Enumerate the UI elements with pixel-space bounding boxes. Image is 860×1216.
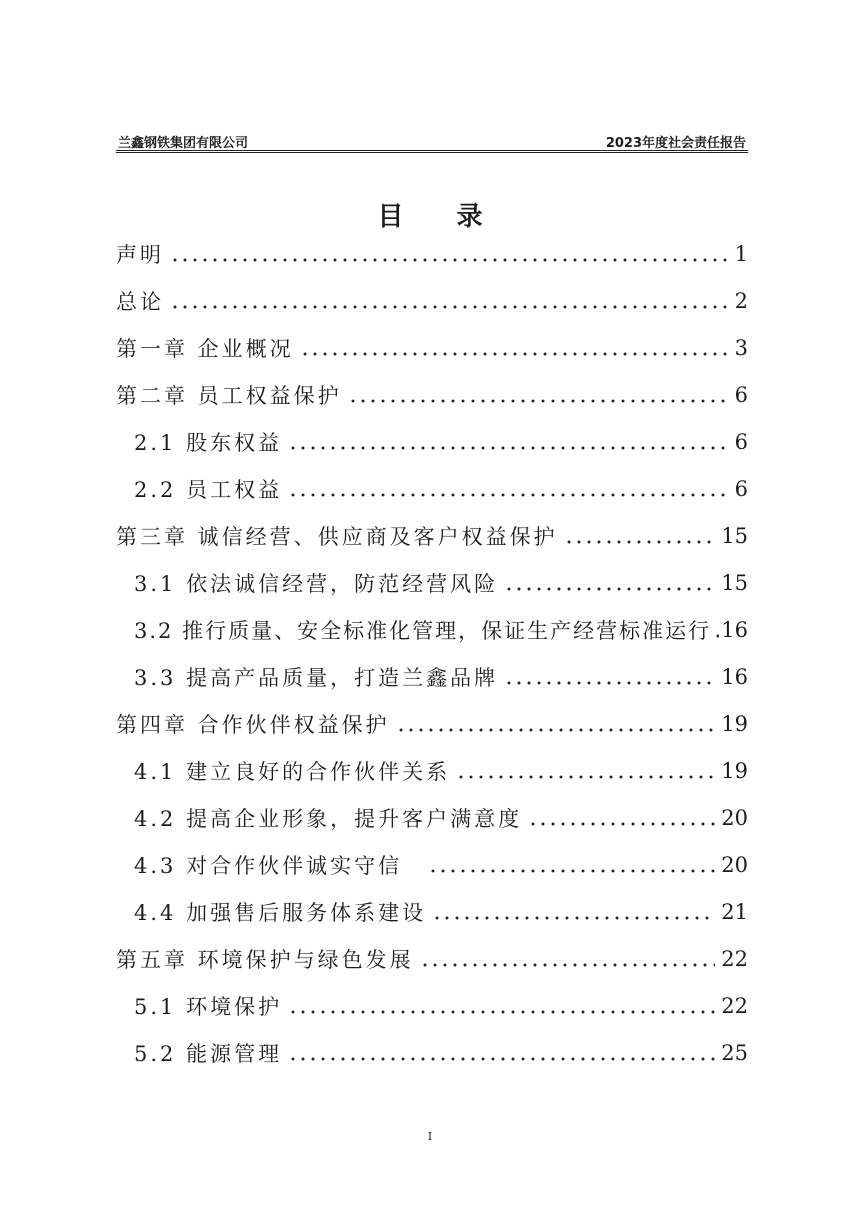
header-divider bbox=[116, 150, 748, 153]
toc-entry-chapter-2[interactable] bbox=[116, 375, 748, 415]
dot-leader bbox=[288, 469, 729, 509]
header-company: 兰鑫钢铁集团有限公司 bbox=[118, 136, 249, 151]
toc-entry-chapter-3[interactable] bbox=[116, 516, 748, 556]
toc-entry-label: 5.1 环境保护 bbox=[134, 995, 283, 1019]
toc-entry-page: 1 bbox=[734, 242, 748, 266]
toc-entry-label: 4.2 提高企业形象，提升客户满意度 bbox=[134, 807, 523, 831]
toc-entry-label: 声明 bbox=[116, 243, 164, 267]
toc-entry-statement[interactable] bbox=[116, 234, 748, 274]
toc-entry-page: 25 bbox=[721, 1041, 748, 1065]
toc-entry-label: 2.2 员工权益 bbox=[134, 478, 283, 502]
dot-leader bbox=[528, 798, 715, 838]
toc-entry-page: 15 bbox=[721, 571, 748, 595]
toc-entry-section-4-2[interactable] bbox=[134, 798, 748, 838]
toc-entry-label: 第二章 员工权益保护 bbox=[116, 384, 342, 408]
dot-leader bbox=[504, 563, 715, 603]
toc-entry-section-3-1[interactable] bbox=[134, 563, 748, 603]
toc-entry-label: 4.3 对合作伙伴诚实守信 bbox=[134, 854, 403, 878]
toc-entry-label: 第三章 诚信经营、供应商及客户权益保护 bbox=[116, 525, 558, 549]
toc-entry-page: 19 bbox=[721, 759, 748, 783]
toc-entry-page: 20 bbox=[721, 806, 748, 830]
toc-entry-chapter-5[interactable] bbox=[116, 939, 748, 979]
toc-entry-label: 第一章 企业概况 bbox=[116, 337, 294, 361]
toc-entry-page: 6 bbox=[734, 477, 748, 501]
toc-entry-section-4-4[interactable] bbox=[134, 892, 748, 932]
toc-entry-chapter-4[interactable] bbox=[116, 704, 748, 744]
toc-entry-page: 22 bbox=[721, 994, 748, 1018]
dot-leader bbox=[428, 845, 715, 885]
toc-entry-page: 15 bbox=[721, 524, 748, 548]
dot-leader bbox=[348, 375, 729, 415]
toc-entry-page: 6 bbox=[734, 430, 748, 454]
toc-entry-label: 3.3 提高产品质量，打造兰鑫品牌 bbox=[134, 666, 499, 690]
toc-entry-section-4-3[interactable] bbox=[134, 845, 748, 885]
toc-entry-section-3-2[interactable] bbox=[134, 610, 748, 650]
dot-leader bbox=[170, 281, 729, 321]
toc-entry-label: 5.2 能源管理 bbox=[134, 1042, 283, 1066]
toc-entry-label: 3.2 推行质量、安全标准化管理，保证生产经营标准运行 bbox=[134, 619, 712, 643]
toc-entry-page: 16 bbox=[721, 665, 748, 689]
toc-entry-label: 3.1 依法诚信经营，防范经营风险 bbox=[134, 572, 499, 596]
page-header bbox=[118, 132, 746, 150]
toc-entry-section-4-1[interactable] bbox=[134, 751, 748, 791]
dot-leader bbox=[420, 939, 716, 979]
dot-leader bbox=[288, 986, 715, 1026]
toc-entry-overview[interactable] bbox=[116, 281, 748, 321]
toc-entry-label: 总论 bbox=[116, 290, 164, 314]
dot-leader bbox=[432, 892, 715, 932]
dot-leader bbox=[456, 751, 715, 791]
toc-entry-section-2-2[interactable] bbox=[134, 469, 748, 509]
toc-entry-page: 20 bbox=[721, 853, 748, 877]
toc-entry-section-5-1[interactable] bbox=[134, 986, 748, 1026]
toc-entry-label: 2.1 股东权益 bbox=[134, 431, 283, 455]
page-number: I bbox=[427, 1130, 433, 1143]
toc-entry-label: 4.1 建立良好的合作伙伴关系 bbox=[134, 760, 451, 784]
dot-leader bbox=[288, 422, 729, 462]
toc-entry-label: 第四章 合作伙伴权益保护 bbox=[116, 713, 390, 737]
dot-leader bbox=[504, 657, 715, 697]
dot-leader bbox=[300, 328, 729, 368]
toc-entry-page: 2 bbox=[734, 289, 748, 313]
dot-leader bbox=[170, 234, 729, 274]
toc-entry-page: 19 bbox=[721, 712, 748, 736]
toc-entry-page: 16 bbox=[721, 618, 748, 642]
dot-leader bbox=[564, 516, 716, 556]
dot-leader bbox=[396, 704, 716, 744]
toc-entry-section-3-3[interactable] bbox=[134, 657, 748, 697]
toc-entry-page: 6 bbox=[734, 383, 748, 407]
toc-entry-page: 22 bbox=[721, 947, 748, 971]
header-report-title: 2023年度社会责任报告 bbox=[605, 136, 746, 151]
toc-entry-section-2-1[interactable] bbox=[134, 422, 748, 462]
toc-entry-label: 4.4 加强售后服务体系建设 bbox=[134, 901, 427, 925]
toc-title: 目 录 bbox=[377, 202, 505, 232]
toc-entry-section-5-2[interactable] bbox=[134, 1033, 748, 1073]
toc-entry-label: 第五章 环境保护与绿色发展 bbox=[116, 948, 414, 972]
dot-leader bbox=[713, 610, 719, 650]
dot-leader bbox=[288, 1033, 715, 1073]
toc-entry-page: 21 bbox=[721, 900, 748, 924]
toc-entry-page: 3 bbox=[734, 336, 748, 360]
toc-entry-chapter-1[interactable] bbox=[116, 328, 748, 368]
